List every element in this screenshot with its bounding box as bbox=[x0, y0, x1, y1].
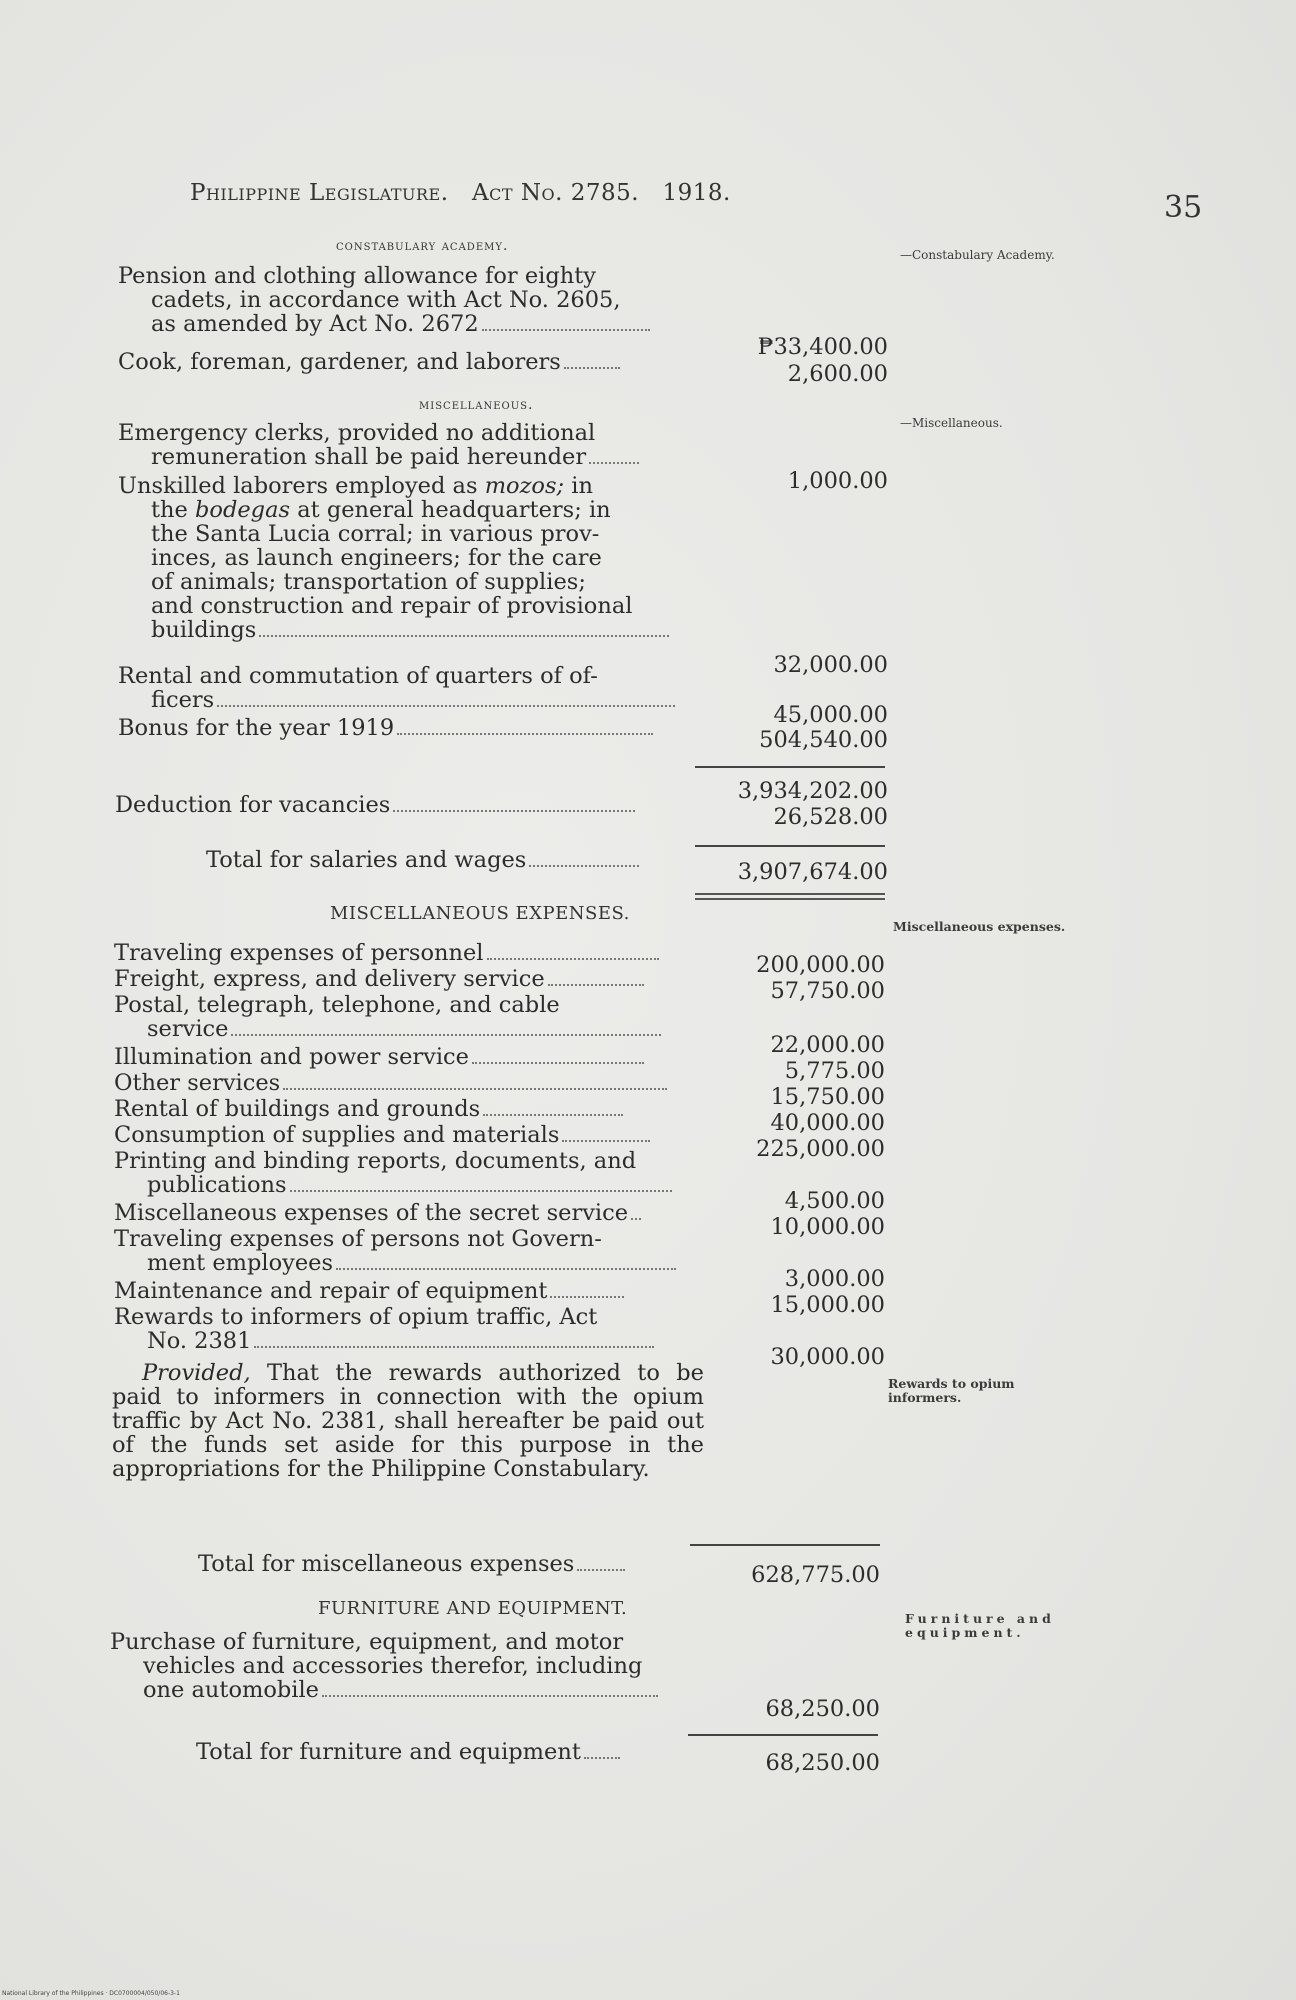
line-item-traveling-non-gov bbox=[114, 1227, 676, 1275]
amount-deduction: 26,528.00 bbox=[773, 804, 888, 830]
item-line: the bbox=[151, 497, 188, 523]
line-item-secret-service bbox=[114, 1201, 641, 1225]
margin-note-furniture: Furniture and equipment. bbox=[905, 1611, 1055, 1640]
header-legislature: Philippine Legislature. bbox=[190, 180, 449, 206]
section-heading-constabulary-academy: constabulary academy. bbox=[336, 238, 509, 254]
header-year: 1918. bbox=[662, 180, 731, 206]
margin-note-miscellaneous: —Miscellaneous. bbox=[900, 416, 1003, 430]
amount-rewards: 30,000.00 bbox=[770, 1344, 885, 1370]
amount-total-furniture: 68,250.00 bbox=[765, 1750, 880, 1776]
amount-bonus: 504,540.00 bbox=[759, 727, 888, 753]
amount-cook: 2,600.00 bbox=[787, 361, 888, 387]
line-item-illumination bbox=[114, 1045, 644, 1069]
line-item-cook bbox=[118, 350, 620, 374]
line-item-furniture-purchase bbox=[110, 1630, 658, 1702]
item-line: ficers bbox=[151, 687, 215, 713]
item-line: No. 2381 bbox=[147, 1328, 252, 1354]
total-misc-label bbox=[198, 1552, 625, 1576]
sum-rule bbox=[695, 845, 885, 847]
amount-furniture-purchase: 68,250.00 bbox=[765, 1696, 880, 1722]
item-line: Emergency clerks, provided no additional bbox=[118, 420, 596, 446]
line-item-printing bbox=[114, 1149, 672, 1197]
scan-credit: National Library of the Philippines · DC0700004/050/06-3-1 bbox=[2, 1990, 180, 1997]
proviso-paragraph bbox=[112, 1361, 704, 1481]
proviso-text: That the rewards authorized to be paid to informers in connection with the opium traffic by Act No. 2381, shall hereafter be paid out of the funds set aside for this purpose in the appropriations for the Philippine Constabulary. bbox=[112, 1360, 705, 1482]
item-line: in bbox=[571, 473, 593, 499]
item-line: Consumption of supplies and materials bbox=[114, 1122, 560, 1148]
total-line: Total for furniture and equipment bbox=[196, 1739, 581, 1765]
amount-total-misc: 628,775.00 bbox=[751, 1562, 880, 1588]
line-item-emergency-clerks bbox=[118, 421, 639, 469]
header-act: Act No. 2785. bbox=[472, 180, 640, 206]
amount-traveling-personnel: 200,000.00 bbox=[756, 952, 885, 978]
item-line: Rental and commutation of quarters of of- bbox=[118, 663, 598, 689]
amount-total-salaries: 3,907,674.00 bbox=[737, 859, 888, 885]
amount-secret-service: 10,000.00 bbox=[770, 1214, 885, 1240]
proviso-italic: Provided, bbox=[142, 1360, 251, 1386]
item-line: of animals; transportation of supplies; bbox=[151, 569, 586, 595]
line-item-bonus bbox=[118, 716, 653, 740]
item-line-italic: bodegas bbox=[195, 497, 291, 523]
line-item-unskilled-laborers bbox=[118, 474, 669, 642]
item-line: service bbox=[147, 1016, 229, 1042]
item-line: at general headquarters; in bbox=[297, 497, 611, 523]
amount-pension: ₱33,400.00 bbox=[757, 334, 888, 360]
line-item-deduction bbox=[115, 793, 635, 817]
item-line: Cook, foreman, gardener, and laborers bbox=[118, 349, 561, 375]
line-item-supplies bbox=[114, 1123, 650, 1147]
total-furniture-label bbox=[196, 1740, 620, 1764]
item-line: Traveling expenses of personnel bbox=[114, 940, 484, 966]
item-line: Other services bbox=[114, 1070, 281, 1096]
amount-other-services: 15,750.00 bbox=[770, 1084, 885, 1110]
line-item-postal bbox=[114, 993, 661, 1041]
line-item-traveling-personnel bbox=[114, 941, 659, 965]
item-line-italic: mozos; bbox=[484, 473, 565, 499]
item-line: ment employees bbox=[147, 1250, 334, 1276]
item-line: Maintenance and repair of equipment bbox=[114, 1278, 548, 1304]
line-item-rewards bbox=[114, 1305, 654, 1353]
margin-note-constabulary-academy: —Constabulary Academy. bbox=[900, 248, 1055, 262]
total-line: Total for salaries and wages bbox=[206, 847, 527, 873]
total-salaries-label bbox=[206, 848, 639, 872]
page-number: 35 bbox=[1164, 190, 1203, 225]
section-heading-misc-expenses: MISCELLANEOUS EXPENSES. bbox=[330, 903, 630, 924]
item-line: inces, as launch engineers; for the care bbox=[151, 545, 602, 571]
total-line: Total for miscellaneous expenses bbox=[198, 1551, 575, 1577]
amount-unskilled-laborers: 32,000.00 bbox=[773, 652, 888, 678]
item-line: Rental of buildings and grounds bbox=[114, 1096, 481, 1122]
item-line: publications bbox=[147, 1172, 287, 1198]
amount-emergency-clerks: 1,000.00 bbox=[787, 468, 888, 494]
item-line: Freight, express, and delivery service bbox=[114, 966, 545, 992]
item-line: Pension and clothing allowance for eighty bbox=[118, 263, 596, 289]
item-line: Miscellaneous expenses of the secret service bbox=[114, 1200, 629, 1226]
item-line: Printing and binding reports, documents, and bbox=[114, 1148, 637, 1174]
line-item-rental-commutation bbox=[118, 664, 675, 712]
item-line: as amended by Act No. 2672 bbox=[151, 311, 479, 337]
section-heading-furniture: FURNITURE AND EQUIPMENT. bbox=[318, 1598, 628, 1619]
item-line: Rewards to informers of opium traffic, Act bbox=[114, 1304, 598, 1330]
margin-note-misc-expenses: Miscellaneous expenses. bbox=[893, 919, 1066, 934]
sum-rule bbox=[695, 766, 885, 768]
line-item-other-services bbox=[114, 1071, 667, 1095]
item-line: Traveling expenses of persons not Govern- bbox=[114, 1226, 602, 1252]
sum-rule bbox=[690, 1544, 880, 1546]
item-line: the Santa Lucia corral; in various prov- bbox=[151, 521, 600, 547]
item-line: buildings bbox=[151, 617, 257, 643]
amount-freight: 57,750.00 bbox=[770, 978, 885, 1004]
item-line: one automobile bbox=[143, 1677, 319, 1703]
item-line: remuneration shall be paid hereunder bbox=[151, 444, 587, 470]
item-line: vehicles and accessories therefor, including bbox=[143, 1653, 643, 1679]
line-item-rental-buildings bbox=[114, 1097, 623, 1121]
amount-supplies: 225,000.00 bbox=[756, 1136, 885, 1162]
sum-rule bbox=[688, 1734, 878, 1736]
item-line: and construction and repair of provisional bbox=[151, 593, 633, 619]
double-rule bbox=[695, 893, 885, 900]
item-line: Unskilled laborers employed as bbox=[118, 473, 478, 499]
item-line: Deduction for vacancies bbox=[115, 792, 391, 818]
line-item-freight bbox=[114, 967, 644, 991]
line-item-pension bbox=[118, 264, 650, 336]
amount-maintenance: 15,000.00 bbox=[770, 1292, 885, 1318]
line-item-maintenance bbox=[114, 1279, 624, 1303]
amount-postal: 22,000.00 bbox=[770, 1032, 885, 1058]
amount-rental-commutation: 45,000.00 bbox=[773, 702, 888, 728]
item-line: cadets, in accordance with Act No. 2605, bbox=[151, 287, 621, 313]
amount-printing: 4,500.00 bbox=[784, 1188, 885, 1214]
item-line: Bonus for the year 1919 bbox=[118, 715, 395, 741]
item-line: Postal, telegraph, telephone, and cable bbox=[114, 992, 560, 1018]
amount-subtotal: 3,934,202.00 bbox=[737, 778, 888, 804]
section-heading-miscellaneous: miscellaneous. bbox=[419, 397, 534, 413]
margin-note-rewards-opium: Rewards to opium informers. bbox=[888, 1376, 1015, 1405]
amount-traveling-non-gov: 3,000.00 bbox=[784, 1266, 885, 1292]
running-header bbox=[190, 180, 731, 206]
item-line: Illumination and power service bbox=[114, 1044, 469, 1070]
item-line: Purchase of furniture, equipment, and motor bbox=[110, 1629, 624, 1655]
amount-illumination: 5,775.00 bbox=[784, 1058, 885, 1084]
amount-rental-buildings: 40,000.00 bbox=[770, 1110, 885, 1136]
